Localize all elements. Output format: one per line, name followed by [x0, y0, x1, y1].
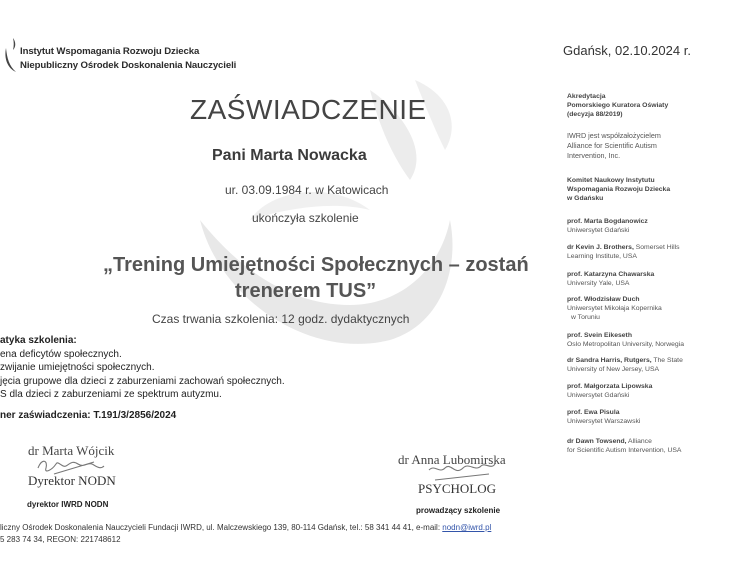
left-signature-caption: dyrektor IWRD NODN — [27, 500, 109, 509]
alliance-line: Intervention, Inc. — [567, 151, 621, 160]
committee-member — [567, 437, 681, 455]
member-name: prof. Małgorzata Lipowska — [567, 383, 653, 390]
committee-member — [567, 270, 654, 288]
committee-line: Komitet Naukowy Instytutu — [567, 177, 655, 184]
topics-list — [0, 334, 285, 402]
footer-registry: 5 283 74 34, REGON: 221748612 — [0, 535, 121, 544]
member-name-extra: The State — [651, 357, 683, 364]
committee-member — [567, 217, 648, 235]
member-affiliation: Uniwersytet Mikołaja Kopernika — [567, 305, 662, 312]
member-name: prof. Marta Bogdanowicz — [567, 218, 648, 225]
member-affiliation: University Yale, USA — [567, 280, 630, 287]
committee-line: w Gdańsku — [567, 195, 604, 202]
footer-email-link[interactable]: nodn@iwrd.pl — [442, 523, 492, 532]
certificate-title: ZAŚWIADCZENIE — [190, 94, 427, 125]
institute-name: Instytut Wspomagania Rozwoju Dziecka — [20, 46, 200, 57]
institute-logo-icon — [4, 38, 18, 74]
footer-address-text: liczny Ośrodek Doskonalenia Nauczycieli Fundacji IWRD, ul. Malczewskiego 139, 80-114 Gdańsk, tel.: 58 341 44 41, e-mail: — [0, 523, 443, 532]
accreditation-block — [567, 92, 668, 119]
course-title-line1: „Trening Umiejętności Społecznych – zostań — [103, 254, 529, 276]
topic-item: ena deficytów społecznych. — [0, 348, 122, 360]
recipient-name: Pani Marta Nowacka — [212, 147, 367, 164]
completion-text: ukończyła szkolenie — [252, 211, 359, 225]
place-date: Gdańsk, 02.10.2024 r. — [563, 43, 691, 58]
member-name: prof. Svein Eikeseth — [567, 332, 632, 339]
member-affiliation: Oslo Metropolitan University, Norwegia — [567, 341, 684, 348]
member-name: dr Kevin J. Brothers, — [567, 244, 634, 251]
topics-heading: atyka szkolenia: — [0, 335, 77, 346]
member-affiliation: for Scientific Autism Intervention, USA — [567, 447, 682, 454]
member-affiliation: Learning Institute, USA — [567, 253, 637, 260]
accreditation-decision: (decyzja 88/2019) — [567, 111, 623, 118]
accreditation-body: Pomorskiego Kuratora Oświaty — [567, 102, 669, 109]
member-name-extra: Somerset Hills — [633, 244, 680, 251]
member-affiliation: Uniwersytet Warszawski — [567, 418, 641, 425]
alliance-line: IWRD jest współzałożycielem — [567, 131, 661, 140]
right-stamp-role: PSYCHOLOG — [418, 481, 497, 496]
course-duration: Czas trwania szkolenia: 12 godz. dydaktycznych — [152, 312, 410, 326]
topic-item: jęcia grupowe dla dzieci z zaburzeniami zachowań społecznych. — [0, 375, 285, 387]
member-name: dr Dawn Towsend, — [567, 438, 627, 445]
committee-member — [567, 408, 640, 426]
left-stamp-name: dr Marta Wójcik — [28, 443, 115, 458]
right-signature-caption: prowadzący szkolenie — [416, 506, 501, 515]
birth-info: ur. 03.09.1984 r. w Katowicach — [225, 183, 389, 197]
member-name: prof. Ewa Pisula — [567, 409, 620, 416]
topic-item: S dla dzieci z zaburzeniami ze spektrum autyzmu. — [0, 389, 222, 400]
accreditation-title: Akredytacja — [567, 93, 606, 100]
member-name: prof. Włodzisław Duch — [567, 296, 640, 303]
committee-line: Wspomagania Rozwoju Dziecka — [567, 186, 671, 193]
committee-block — [567, 176, 670, 203]
left-stamp-role: Dyrektor NODN — [28, 473, 116, 488]
alliance-block — [567, 131, 661, 161]
alliance-line: Alliance for Scientific Autism — [567, 141, 657, 150]
committee-member — [567, 331, 684, 349]
right-stamp-name: dr Anna Lubomirska — [398, 452, 506, 467]
committee-member — [567, 356, 683, 374]
committee-member — [567, 382, 652, 400]
footer-address — [0, 523, 491, 532]
course-title-line2: trenerem TUS” — [235, 280, 377, 302]
committee-member — [567, 243, 680, 261]
member-name-extra: Alliance — [626, 438, 652, 445]
committee-member — [567, 295, 662, 322]
institute-subtitle: Niepubliczny Ośrodek Doskonalenia Nauczycieli — [20, 60, 237, 71]
member-name: dr Sandra Harris, Rutgers, — [567, 357, 652, 364]
member-name: prof. Katarzyna Chawarska — [567, 271, 655, 278]
certificate-number: ner zaświadczenia: T.191/3/2856/2024 — [0, 410, 177, 421]
member-affiliation: w Toruniu — [571, 314, 600, 321]
member-affiliation: Uniwersytet Gdański — [567, 227, 630, 234]
member-affiliation: University of New Jersey, USA — [567, 366, 660, 373]
member-affiliation: Uniwersytet Gdański — [567, 392, 630, 399]
topic-item: zwijanie umiejętności społecznych. — [0, 362, 155, 373]
